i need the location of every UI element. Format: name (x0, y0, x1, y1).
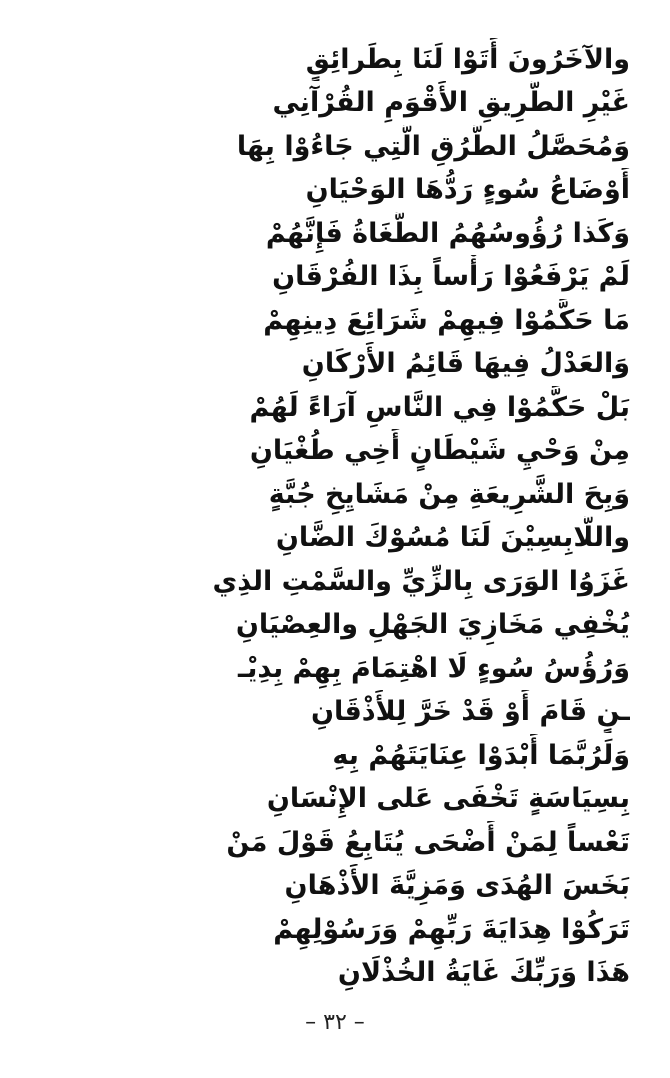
verse-second-hemistich: يُخْفِي مَخَازِيَ الجَهْلِ والعِصْيَانِ (235, 609, 630, 640)
verse-second-hemistich: واللَّابِسِيْنَ لَنَا مُسُوْكَ الضَّانِ (275, 522, 630, 553)
verse-second-hemistich: أَوْضَاعُ سُوءٍ رَدُّهَا الوَحْيَانِ (305, 174, 630, 205)
poem (30, 38, 630, 995)
verse-second-hemistich: وَالعَدْلُ فِيهَا قَائِمُ الأَرْكَانِ (301, 348, 630, 379)
verse-second-hemistich: ـنٍ قَامَ أَوْ قَدْ خَرَّ لِلأَذْقَانِ (310, 696, 630, 727)
page-number: – ٣٢ – (305, 1010, 365, 1035)
verse (30, 560, 630, 646)
verse (30, 299, 630, 385)
verse (30, 125, 630, 211)
verse-first-hemistich: تَعْساً لِمَنْ أَضْحَى يُتَابِعُ قَوْلَ مَنْ (226, 827, 630, 858)
verse-first-hemistich: والآخَرُونَ أَتَوْا لَنَا بِطَرائِقٍ (305, 44, 630, 75)
verse-first-hemistich: وَمُحَصَّلُ الطُّرُقِ الَّتِي جَاءُوْا بِهَا (236, 131, 630, 162)
verse-second-hemistich: بَخَسَ الهُدَى وَمَزِيَّةَ الأَذْهَانِ (284, 870, 630, 901)
verse-second-hemistich: هَذَا وَرَبِّكَ غَايَةُ الخُذْلَانِ (337, 957, 630, 988)
verse-second-hemistich: لَمْ يَرْفَعُوْا رَأْساً بِذَا الفُرْقَانِ (272, 261, 630, 292)
verse (30, 386, 630, 472)
verse (30, 734, 630, 820)
verse (30, 908, 630, 994)
verse-second-hemistich: غَيْرِ الطَّرِيقِ الأَقْوَمِ القُرْآنِي (272, 87, 630, 118)
verse-first-hemistich: وَكَذا رُؤُوسُهُمُ الطُّغَاةُ فَإِنَّهُمْ (265, 218, 630, 249)
verse-second-hemistich: مِنْ وَحْيِ شَيْطَانٍ أَخِي طُغْيَانِ (249, 435, 630, 466)
verse-first-hemistich: تَرَكُوْا هِدَايَةَ رَبِّهِمْ وَرَسُوْلِهِمْ (273, 914, 630, 945)
verse-first-hemistich: وَبِحَ الشَّرِيعَةِ مِنْ مَشَايِخِ جُبَّةٍ (268, 479, 630, 510)
verse (30, 38, 630, 124)
verse (30, 647, 630, 733)
verse-second-hemistich: بِسِيَاسَةٍ تَخْفَى عَلى الإِنْسَانِ (266, 783, 630, 814)
verse (30, 821, 630, 907)
verse (30, 212, 630, 298)
verse-first-hemistich: وَلَرُبَّمَا أَبْدَوْا عِنَايَتَهُمْ بِهِ (332, 740, 630, 771)
verse-first-hemistich: مَا حَكَّمُوْا فِيهِمْ شَرَائِعَ دِينِهِمْ (263, 305, 630, 336)
verse-first-hemistich: وَرُؤُسُ سُوءٍ لَا اهْتِمَامَ بِهِمْ بِدِيْـ (237, 653, 630, 684)
verse (30, 473, 630, 559)
verse-first-hemistich: بَلْ حَكَّمُوْا فِي النَّاسِ آرَاءً لَهُمْ (249, 392, 630, 423)
verse-first-hemistich: غَزَوُا الوَرَى بِالزِّيِّ والسَّمْتِ الذِي (212, 566, 630, 597)
